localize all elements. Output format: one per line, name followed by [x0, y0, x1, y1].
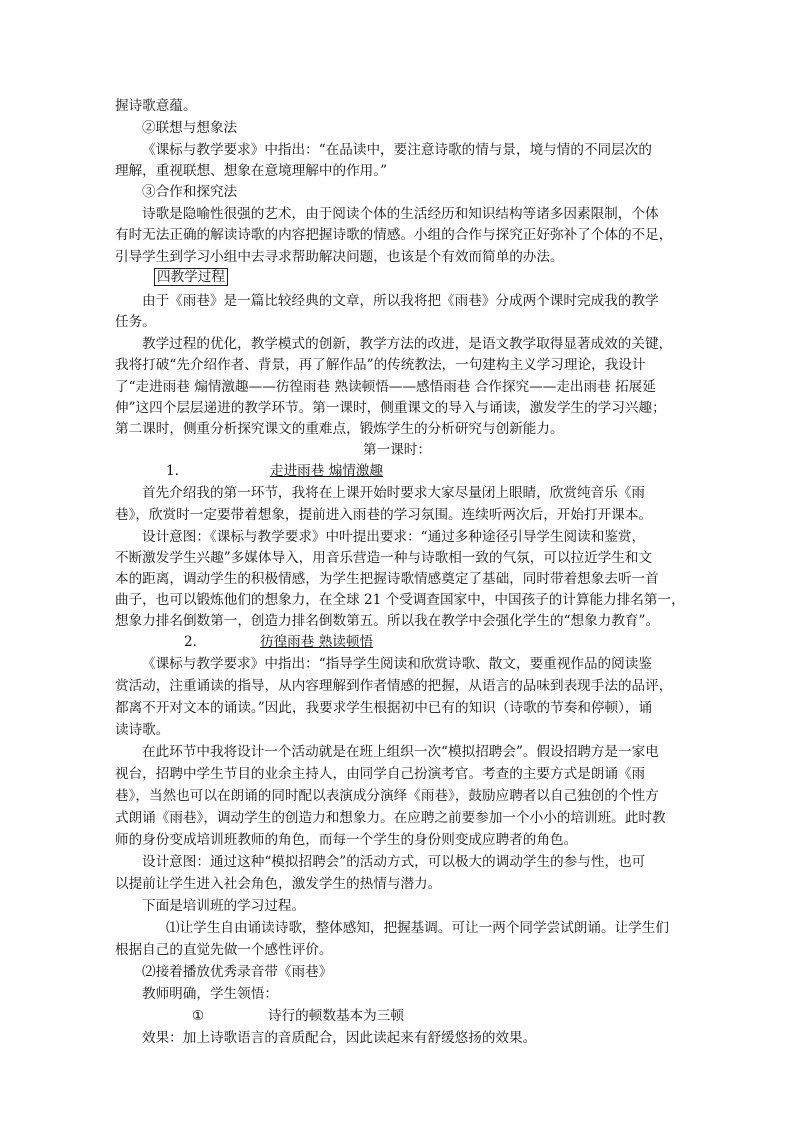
section-heading: 四教学过程: [154, 266, 228, 288]
subsection-title: 第一课时：: [363, 442, 431, 458]
text-line: 教师明确，学生领悟：: [142, 986, 278, 1002]
text-line: 赏活动，注重诵读的指导，从内容理解到作者情感的把握，从语言的品味到表现手法的品评，: [115, 678, 673, 694]
step-title: 走进雨巷 煽情激趣: [270, 463, 384, 479]
text-line: ⑴让学生自由诵读诗歌，整体感知，把握基调。可让一两个同学尝试朗诵。让学生们: [166, 920, 669, 936]
step-number: 1.: [166, 463, 179, 479]
text-line: 曲子，也可以锻炼他们的想象力，在全球 21 个受调查国家中，中国孩子的计算能力排名第一，: [115, 592, 685, 608]
text-line: 式朗诵《雨巷》，调动学生的创造力和想象力。在应聘之前要参加一个小小的培训班。此时教: [115, 810, 666, 826]
text-line: 首先介绍我的第一环节，我将在上课开始时要求大家尽量闭上眼睛，欣赏纯音乐《雨: [142, 485, 645, 501]
text-line: 巷》，欣赏时一定要带着想象，提前进入雨巷的学习氛围。连续听两次后，开始打开课本。: [115, 507, 652, 523]
text-line: 诗歌是隐喻性很强的艺术，由于阅读个体的生活经历和知识结构等诸多因素限制，个体: [142, 206, 659, 222]
text-line: 都离不开对文本的诵读。”因此，我要求学生根据初中已有的知识（诗歌的节奏和停顿），诵: [115, 700, 653, 716]
text-line: 握诗歌意蕴。: [115, 98, 197, 114]
text-line: 有时无法正确的解读诗歌的内容把握诗歌的情感。小组的合作与探究正好弥补了个体的不足，: [115, 227, 673, 243]
method-heading: ③合作和探究法: [142, 184, 238, 200]
text-line: 以提前让学生进入社会角色，激发学生的热情与潜力。: [115, 876, 442, 892]
text-line: 伸”这四个层层递进的教学环节。第一课时，侧重课文的导入与诵读，激发学生的学习兴趣；: [115, 400, 666, 416]
text-line: 根据自己的直觉先做一个感性评价。: [115, 942, 333, 958]
text-line: 效果：加上诗歌语言的音质配合，因此读起来有舒缓悠扬的效果。: [142, 1030, 537, 1046]
text-line: 巷》，当然也可以在朗诵的同时配以表演成分演绎《雨巷》，鼓励应聘者以自己独创的个性方: [115, 788, 659, 804]
text-line: 了“走进雨巷 煽情激趣——彷徨雨巷 熟读顿悟——感悟雨巷 合作探究——走出雨巷 拓展延: [115, 379, 656, 395]
text-line: 设计意图：通过这种“模拟招聘会”的活动方式，可以极大的调动学生的参与性，也可: [142, 854, 646, 870]
text-line: 我将打破“先介绍作者、背景，再了解作品”的传统教法，一句建构主义学习理论，我设计: [115, 357, 646, 373]
text-line: ⑵接着播放优秀录音带《雨巷》: [142, 964, 333, 980]
text-line: 设计意图：《课标与教学要求》中叶提出要求：“通过多种途径引导学生阅读和鉴赏，: [142, 529, 646, 545]
step-title: 彷徨雨巷 熟读顿悟: [260, 634, 374, 650]
text-line: 教学过程的优化，教学模式的创新，教学方法的改进，是语文教学取得显著成效的关键，: [142, 336, 673, 352]
text-line: 下面是培训班的学习过程。: [142, 898, 306, 914]
text-line: 视台，招聘中学生节目的业余主持人，由同学自己扮演考官。考查的主要方式是朗诵《雨: [115, 766, 646, 782]
text-line: 不断激发学生兴趣”多媒体导入，用音乐营造一种与诗歌相一致的气氛，可以拉近学生和文: [115, 550, 653, 566]
method-heading: ②联想与想象法: [142, 120, 238, 136]
text-line: 任务。: [115, 314, 156, 330]
text-line: 第二课时，侧重分析探究课文的重难点，锻炼学生的分析研究与创新能力。: [115, 421, 564, 437]
text-line: 理解，重视联想、想象在意境理解中的作用。”: [115, 163, 388, 179]
text-line: 读诗歌。: [115, 722, 170, 738]
step-number: 2.: [184, 634, 197, 650]
text-line: 《课标与教学要求》中指出：“指导学生阅读和欣赏诗歌、散文，要重视作品的阅读鉴: [142, 656, 652, 672]
text-line: 由于《雨巷》是一篇比较经典的文章，所以我将把《雨巷》分成两个课时完成我的教学: [142, 293, 659, 309]
list-marker: ①: [192, 1008, 205, 1024]
text-line: 诗行的顿数基本为三顿: [268, 1008, 404, 1024]
text-line: 在此环节中我将设计一个活动就是在班上组织一次“模拟招聘会”。假设招聘方是一家电: [142, 744, 659, 760]
text-line: 本的距离，调动学生的积极情感，为学生把握诗歌情感奠定了基础，同时带着想象去听一首: [115, 571, 659, 587]
text-line: 师的身份变成培训班教师的角色，而每一个学生的身份则变成应聘者的角色。: [115, 832, 578, 848]
text-line: 想象力排名倒数第一，创造力排名倒数第五。所以我在教学中会强化学生的“想象力教育”。: [115, 613, 660, 629]
text-line: 引导学生到学习小组中去寻求帮助解决问题，也该是个有效而简单的办法。: [115, 249, 564, 265]
text-line: 《课标与教学要求》中指出：“在品读中，要注意诗歌的情与景，境与情的不同层次的: [142, 142, 652, 158]
